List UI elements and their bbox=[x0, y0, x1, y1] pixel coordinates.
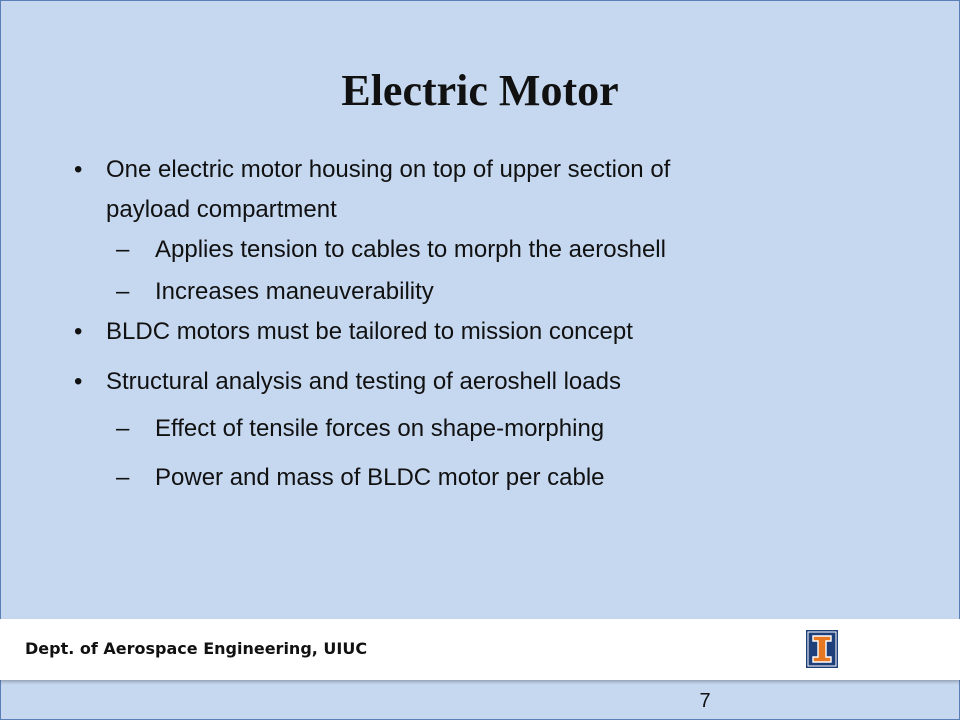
bullet-marker: • bbox=[74, 318, 83, 345]
bullet-marker: • bbox=[74, 368, 83, 395]
sub-bullet-marker: – bbox=[116, 278, 130, 305]
page-number: 7 bbox=[699, 690, 711, 712]
sub-bullet-text: Increases maneuverability bbox=[155, 278, 434, 305]
sub-bullet-marker: – bbox=[116, 415, 130, 442]
bullet-text: One electric motor housing on top of upper section of bbox=[106, 156, 671, 183]
bullet-text: Structural analysis and testing of aeroshell loads bbox=[106, 368, 621, 395]
department-label: Dept. of Aerospace Engineering, UIUC bbox=[25, 639, 368, 658]
bullet-text: BLDC motors must be tailored to mission concept bbox=[106, 318, 633, 345]
sub-bullet-marker: – bbox=[116, 236, 130, 263]
slide-title: Electric Motor bbox=[341, 66, 619, 115]
sub-bullet-text: Applies tension to cables to morph the aeroshell bbox=[155, 236, 666, 263]
sub-bullet-text: Effect of tensile forces on shape-morphing bbox=[155, 415, 605, 442]
bullet-marker: • bbox=[74, 156, 83, 183]
sub-bullet-text: Power and mass of BLDC motor per cable bbox=[155, 464, 605, 491]
sub-bullet-marker: – bbox=[116, 464, 130, 491]
bullet-text: payload compartment bbox=[106, 196, 337, 223]
university-of-illinois-block-i-icon bbox=[806, 630, 838, 668]
